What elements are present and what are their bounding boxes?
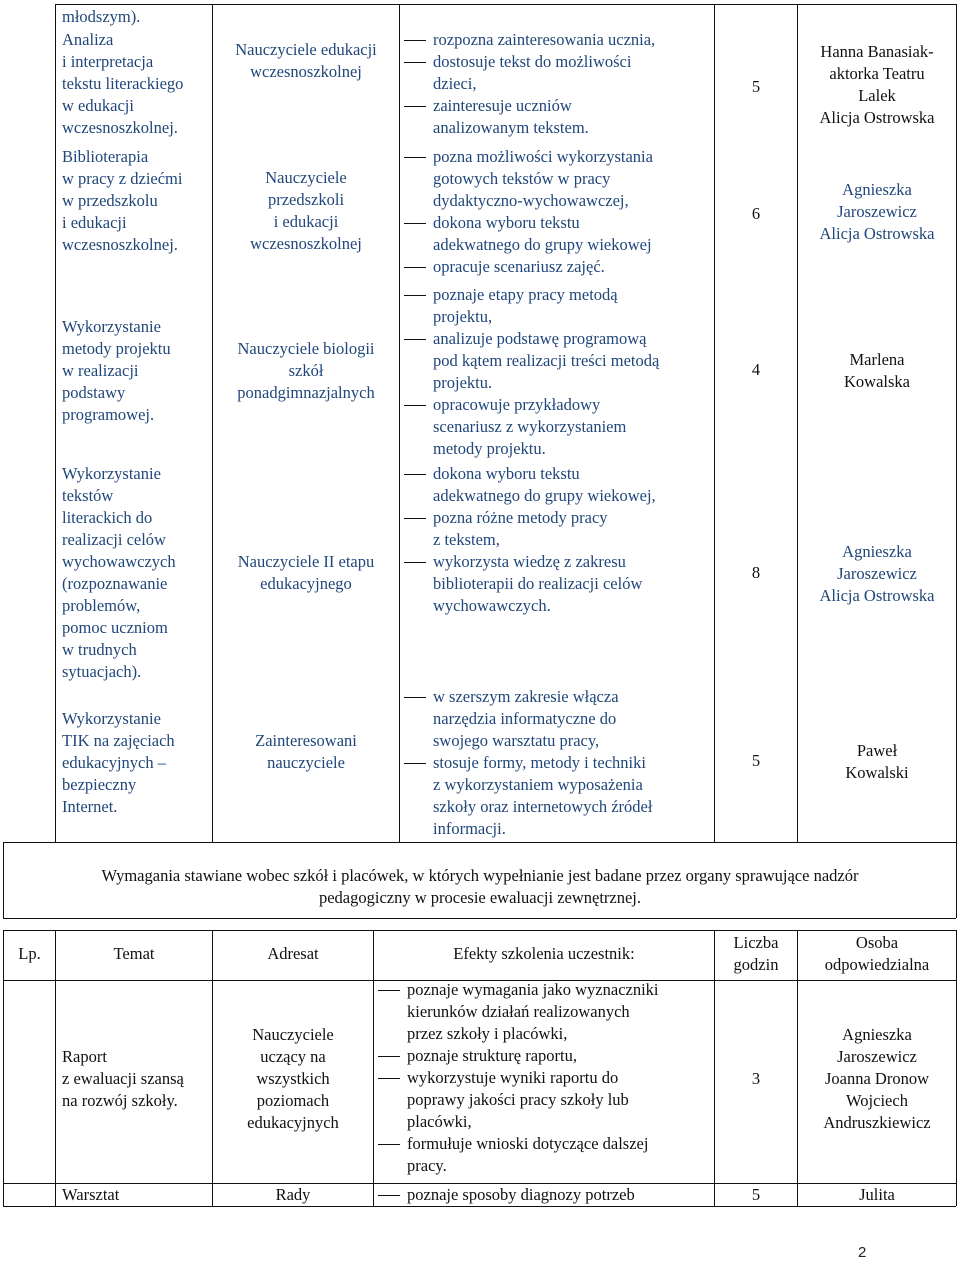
section-heading-line: pedagogiczny w procesie ewaluacji zewnętrznej.	[318, 888, 642, 907]
table1-row1-hours: 5	[751, 77, 761, 96]
table2-row1-hours: 3	[751, 1069, 761, 1088]
topic-line: Analiza	[62, 30, 114, 49]
table1-col-line	[399, 4, 400, 842]
effect-line: szkoły oraz internetowych źródeł	[433, 797, 653, 816]
table1-row2-responsible	[798, 179, 956, 245]
table1-row0-topic	[62, 6, 140, 28]
topic-line: młodszym).	[62, 7, 141, 26]
effect-line: dzieci,	[433, 74, 477, 93]
bullet-dash	[404, 267, 426, 268]
effect-line: pod kątem realizacji treści metodą	[433, 351, 660, 370]
bullet-dash	[404, 62, 426, 63]
header-lp: Lp.	[18, 944, 41, 963]
topic-line: w edukacji	[62, 96, 134, 115]
bullet-dash	[404, 106, 426, 107]
topic-line: i interpretacja	[62, 52, 154, 71]
responsible-line: Lalek	[858, 86, 896, 105]
addressee-line: poziomach	[256, 1091, 330, 1110]
bullet-dash	[378, 1078, 400, 1079]
responsible-line: Jaroszewicz	[837, 202, 917, 221]
effect-line: wychowawczych.	[433, 596, 551, 615]
table2-row1-topic	[62, 1046, 184, 1112]
addressee-line: przedszkoli	[267, 190, 345, 209]
effect-line: z wykorzystaniem wyposażenia	[433, 775, 643, 794]
table2-row1-effects	[407, 979, 659, 1177]
effect-line: metody projektu.	[433, 439, 546, 458]
bullet-dash	[404, 40, 426, 41]
bullet-dash	[404, 405, 426, 406]
effect-line: projektu,	[433, 307, 493, 326]
topic-line: w trudnych	[62, 640, 137, 659]
header-responsible	[798, 932, 956, 976]
addressee-line: edukacyjnych	[247, 1113, 339, 1132]
effect-line: poprawy jakości pracy szkoły lub	[407, 1090, 629, 1109]
responsible-line: Alicja Ostrowska	[819, 108, 935, 127]
table1-col-line	[55, 4, 56, 842]
table1-row3-topic	[62, 316, 171, 426]
table1-row5-responsible	[798, 740, 956, 784]
effect-line: wykorzystuje wyniki raportu do	[407, 1068, 619, 1087]
responsible-line: Agnieszka	[842, 542, 912, 561]
table1-row3-responsible	[798, 349, 956, 393]
table1-row3-effects	[433, 284, 659, 460]
effect-line: rozpozna zainteresowania ucznia,	[433, 30, 656, 49]
topic-line: Raport	[62, 1047, 107, 1066]
topic-line: (rozpoznawanie	[62, 574, 168, 593]
header-hours-line: godzin	[733, 955, 779, 974]
effect-line: poznaje etapy pracy metodą	[433, 285, 618, 304]
addressee-line: Nauczyciele	[265, 168, 347, 187]
responsible-line: Wojciech	[846, 1091, 908, 1110]
header-hours-line: Liczba	[733, 933, 779, 952]
bullet-dash	[404, 763, 426, 764]
header-responsible-line: Osoba	[855, 933, 899, 952]
topic-line: Wykorzystanie	[62, 709, 161, 728]
topic-line: metody projektu	[62, 339, 171, 358]
topic-line: tekstu literackiego	[62, 74, 184, 93]
table1-row5-addressee	[213, 730, 399, 774]
bullet-dash	[404, 474, 426, 475]
responsible-line: Alicja Ostrowska	[819, 224, 935, 243]
effect-line: stosuje formy, metody i techniki	[433, 753, 646, 772]
bullet-dash	[378, 1056, 400, 1057]
table1-row4-effects	[433, 463, 656, 617]
topic-line: i edukacji	[62, 213, 127, 232]
responsible-line: Kowalska	[844, 372, 910, 391]
table1-row5-hours: 5	[751, 751, 761, 770]
effect-line: poznaje strukturę raportu,	[407, 1046, 577, 1065]
page-number: 2	[858, 1244, 867, 1261]
section-heading-line: Wymagania stawiane wobec szkół i placówek, w których wypełnianie jest badane przez organy sprawujące nadzór	[101, 866, 859, 885]
bullet-dash	[404, 697, 426, 698]
addressee-line: szkół	[288, 361, 324, 380]
topic-line: pomoc uczniom	[62, 618, 168, 637]
topic-line: Biblioterapia	[62, 147, 149, 166]
table1-row4-addressee	[213, 551, 399, 595]
topic-line: w pracy z dziećmi	[62, 169, 183, 188]
heading-box-right	[956, 842, 957, 918]
responsible-line: Alicja Ostrowska	[819, 586, 935, 605]
effect-line: wykorzysta wiedzę z zakresu	[433, 552, 626, 571]
table1-row1-topic	[62, 29, 183, 139]
header-responsible-line: odpowiedzialna	[824, 955, 930, 974]
addressee-line: Nauczyciele II etapu	[237, 552, 375, 571]
bullet-dash	[404, 223, 426, 224]
heading-box-bottom	[3, 918, 956, 919]
table1-col-line	[714, 4, 715, 842]
addressee-line: Zainteresowani	[255, 731, 357, 750]
topic-line: podstawy	[62, 383, 126, 402]
effect-line: informacji.	[433, 819, 506, 838]
effect-line: z tekstem,	[433, 530, 500, 549]
table2-col-line	[956, 930, 957, 1206]
addressee-line: i edukacji	[273, 212, 339, 231]
bullet-dash	[378, 1144, 400, 1145]
section-heading	[4, 865, 956, 909]
table1-row3-hours: 4	[751, 360, 761, 379]
responsible-line: Marlena	[849, 350, 905, 369]
topic-line: realizacji celów	[62, 530, 166, 549]
topic-line: w przedszkolu	[62, 191, 158, 210]
effect-line: dokona wyboru tekstu	[433, 464, 580, 483]
effect-line: scenariusz z wykorzystaniem	[433, 417, 627, 436]
table1-row5-topic	[62, 708, 175, 818]
addressee-line: wszystkich	[256, 1069, 330, 1088]
effect-line: placówki,	[407, 1112, 472, 1131]
bullet-dash	[404, 339, 426, 340]
topic-line: literackich do	[62, 508, 153, 527]
bullet-dash	[378, 1195, 400, 1196]
header-topic: Temat	[113, 944, 155, 963]
topic-line: wczesnoszkolnej.	[62, 118, 178, 137]
effect-line: zainteresuje uczniów	[433, 96, 572, 115]
table1-col-line	[797, 4, 798, 842]
table1-row2-effects	[433, 146, 653, 278]
table1-row5-effects	[433, 686, 652, 840]
effect-line: adekwatnego do grupy wiekowej,	[433, 486, 656, 505]
table2-bottom-border	[3, 1206, 956, 1207]
table1-row1-responsible	[798, 41, 956, 129]
table1-row4-hours: 8	[751, 563, 761, 582]
table2-row2-responsible: Julita	[859, 1185, 895, 1204]
effect-line: pracy.	[407, 1156, 447, 1175]
effect-line: swojego warsztatu pracy,	[433, 731, 600, 750]
topic-line: TIK na zajęciach	[62, 731, 175, 750]
effect-line: projektu.	[433, 373, 493, 392]
table2-row2-topic: Warsztat	[62, 1185, 120, 1204]
topic-line: edukacyjnych –	[62, 753, 167, 772]
topic-line: wczesnoszkolnej.	[62, 235, 178, 254]
addressee-line: Nauczyciele	[252, 1025, 334, 1044]
table2-row2-addressee: Rady	[275, 1185, 311, 1204]
effect-line: kierunków działań realizowanych	[407, 1002, 630, 1021]
bullet-dash	[404, 518, 426, 519]
effect-line: dostosuje tekst do możliwości	[433, 52, 632, 71]
table1-col-line	[212, 4, 213, 842]
topic-line: na rozwój szkoły.	[62, 1091, 178, 1110]
effect-line: adekwatnego do grupy wiekowej	[433, 235, 652, 254]
responsible-line: Hanna Banasiak-	[820, 42, 934, 61]
topic-line: problemów,	[62, 596, 141, 615]
topic-line: Wykorzystanie	[62, 317, 161, 336]
table2-col-line	[3, 930, 4, 1206]
effect-line: biblioterapii do realizacji celów	[433, 574, 643, 593]
effect-line: analizowanym tekstem.	[433, 118, 589, 137]
effect-line: w szerszym zakresie włącza	[433, 687, 619, 706]
effect-line: przez szkoły i placówki,	[407, 1024, 568, 1043]
table1-top-border	[55, 4, 956, 5]
table1-row1-addressee	[213, 39, 399, 83]
responsible-line: aktorka Teatru	[829, 64, 925, 83]
effect-line: formułuje wnioski dotyczące dalszej	[407, 1134, 649, 1153]
table1-col-line	[956, 4, 957, 842]
responsible-line: Agnieszka	[842, 180, 912, 199]
table1-row4-topic	[62, 463, 176, 683]
topic-line: w realizacji	[62, 361, 139, 380]
effect-line: poznaje wymagania jako wyznaczniki	[407, 980, 659, 999]
responsible-line: Jaroszewicz	[837, 1047, 917, 1066]
effect-line: narzędzia informatyczne do	[433, 709, 617, 728]
table2-top-border	[3, 930, 956, 931]
effect-line: opracowuje przykładowy	[433, 395, 601, 414]
table1-row4-responsible	[798, 541, 956, 607]
effect-line: opracuje scenariusz zajęć.	[433, 257, 605, 276]
effect-line: analizuje podstawę programową	[433, 329, 647, 348]
addressee-line: nauczyciele	[267, 753, 345, 772]
addressee-line: uczący na	[260, 1047, 326, 1066]
table2-row1-addressee	[213, 1024, 373, 1134]
header-hours	[715, 932, 797, 976]
table2-col-line	[373, 930, 374, 1206]
table1-row2-addressee	[213, 167, 399, 255]
responsible-line: Jaroszewicz	[837, 564, 917, 583]
table1-row1-effects	[433, 29, 655, 139]
responsible-line: Andruszkiewicz	[823, 1113, 931, 1132]
responsible-line: Paweł	[856, 741, 898, 760]
table2-col-line	[55, 930, 56, 1206]
topic-line: programowej.	[62, 405, 155, 424]
responsible-line: Agnieszka	[842, 1025, 912, 1044]
table2-row1-responsible	[798, 1024, 956, 1134]
effect-line: gotowych tekstów w pracy	[433, 169, 611, 188]
table1-row3-addressee	[213, 338, 399, 404]
heading-box-top	[3, 842, 956, 843]
bullet-dash	[378, 990, 400, 991]
bullet-dash	[404, 157, 426, 158]
topic-line: Internet.	[62, 797, 118, 816]
table1-row2-topic	[62, 146, 182, 256]
topic-line: wychowawczych	[62, 552, 176, 571]
topic-line: sytuacjach).	[62, 662, 142, 681]
topic-line: z ewaluacji szansą	[62, 1069, 184, 1088]
addressee-line: Nauczyciele biologii	[237, 339, 375, 358]
table2-row2-effects: poznaje sposoby diagnozy potrzeb	[407, 1185, 635, 1204]
topic-line: bezpieczny	[62, 775, 137, 794]
topic-line: tekstów	[62, 486, 114, 505]
effect-line: dydaktyczno-wychowawczej,	[433, 191, 629, 210]
bullet-dash	[404, 295, 426, 296]
addressee-line: ponadgimnazjalnych	[237, 383, 375, 402]
table2-row2-hours: 5	[751, 1185, 761, 1204]
topic-line: Wykorzystanie	[62, 464, 161, 483]
effect-line: dokona wyboru tekstu	[433, 213, 580, 232]
header-effects: Efekty szkolenia uczestnik:	[453, 944, 635, 963]
effect-line: pozna różne metody pracy	[433, 508, 608, 527]
responsible-line: Kowalski	[845, 763, 909, 782]
table1-row2-hours: 6	[751, 204, 761, 223]
addressee-line: wczesnoszkolnej	[250, 62, 362, 81]
bullet-dash	[404, 562, 426, 563]
addressee-line: Nauczyciele edukacji	[235, 40, 377, 59]
effect-line: pozna możliwości wykorzystania	[433, 147, 653, 166]
addressee-line: edukacyjnego	[260, 574, 352, 593]
header-addressee: Adresat	[267, 944, 319, 963]
addressee-line: wczesnoszkolnej	[250, 234, 362, 253]
responsible-line: Joanna Dronow	[824, 1069, 930, 1088]
